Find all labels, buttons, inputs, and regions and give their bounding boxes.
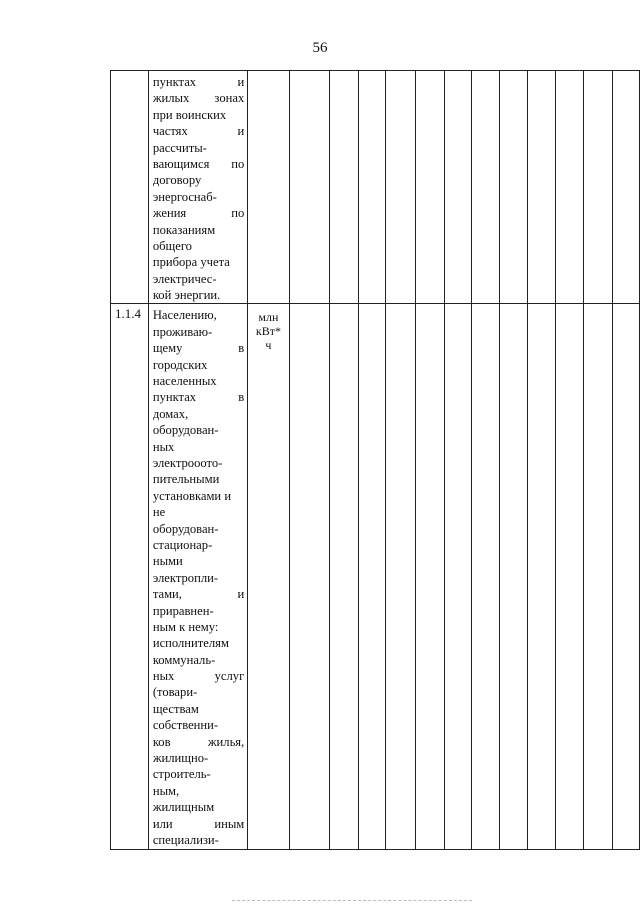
description-line: жилищным: [152, 800, 215, 815]
value-cell: [289, 71, 329, 304]
value-cell: [471, 71, 499, 304]
description-line: пунктах в: [152, 390, 245, 405]
scan-edge: [232, 900, 472, 902]
description-line: жилищно-: [152, 751, 209, 766]
value-cell: [499, 71, 527, 304]
description-line: не: [152, 505, 166, 520]
description-line: энергоснаб-: [152, 189, 217, 204]
description-line: пунктах и: [152, 75, 245, 89]
description-line: (товари-: [152, 685, 198, 700]
unit-label: кВт*: [255, 324, 281, 339]
description-line: исполнителям: [152, 636, 229, 651]
value-cell: [499, 304, 527, 850]
description-line: стационар-: [152, 537, 213, 552]
value-cell: [358, 304, 385, 850]
description-line: показаниям: [152, 222, 216, 237]
description-line: ществам: [152, 701, 199, 716]
value-cell: [613, 304, 640, 850]
value-cell: [613, 71, 640, 304]
description-cell: [148, 71, 247, 304]
data-table: [110, 70, 640, 850]
value-cell: [584, 304, 613, 850]
value-cell: [358, 71, 385, 304]
description-line: прибора учета: [152, 255, 230, 270]
value-cell: [289, 304, 329, 850]
description-line: или иным: [152, 816, 245, 831]
description-line: домах,: [152, 406, 189, 421]
value-cell: [385, 304, 416, 850]
description-line: щему в: [152, 341, 245, 356]
description-line: строитель-: [152, 767, 211, 782]
description-line: ных услуг: [152, 669, 245, 684]
description-line: установками и: [152, 488, 232, 503]
description-line: ным к нему:: [152, 619, 219, 634]
unit-cell: [248, 71, 289, 304]
description-cell: [148, 304, 247, 850]
description-line: при воинских: [152, 107, 227, 122]
value-cell: [385, 71, 416, 304]
value-cell: [584, 71, 613, 304]
description-line: жения по: [152, 206, 245, 221]
description-line: коммуналь-: [152, 652, 216, 667]
description-line: оборудован-: [152, 521, 219, 536]
value-cell: [416, 71, 445, 304]
description-line: электрооото-: [152, 455, 223, 470]
unit-cell: [248, 304, 289, 850]
page-number: 56: [312, 40, 328, 56]
description-line: частях и: [152, 124, 245, 139]
value-cell: [471, 304, 499, 850]
description-line: городских: [152, 357, 208, 372]
description-line: специализи-: [152, 832, 219, 847]
value-cell: [556, 304, 584, 850]
description-line: оборудован-: [152, 423, 219, 438]
description-line: ными: [152, 554, 183, 569]
description-line: электропли-: [152, 570, 219, 585]
description-line: жилых зонах: [152, 91, 245, 106]
value-cell: [556, 71, 584, 304]
value-cell: [416, 304, 445, 850]
table-row: [111, 304, 640, 850]
row-number-cell: [111, 71, 149, 304]
description-line: договору: [152, 173, 202, 188]
row-number-cell: 1.1.4: [111, 304, 149, 850]
description-line: ным,: [152, 783, 180, 798]
description-line: тами, и: [152, 587, 245, 602]
description-line: собственни-: [152, 718, 219, 733]
description-line: ков жилья,: [152, 734, 245, 749]
description-line: ных: [152, 439, 175, 454]
unit-label: ч: [265, 338, 272, 353]
description-line: электричес-: [152, 271, 217, 286]
description-line: общего: [152, 238, 192, 253]
value-cell: [329, 71, 358, 304]
value-cell: [445, 304, 472, 850]
description-line: проживаю-: [152, 324, 213, 339]
value-cell: [527, 304, 556, 850]
table-row: [111, 71, 640, 304]
value-cell: [445, 71, 472, 304]
value-cell: [329, 304, 358, 850]
description-line: населенных: [152, 374, 217, 389]
description-line: кой энергии.: [152, 288, 221, 303]
description-line: рассчиты-: [152, 140, 207, 155]
description-line: Населению,: [152, 308, 217, 323]
description-line: вающимся по: [152, 156, 245, 171]
value-cell: [527, 71, 556, 304]
unit-label: млн: [258, 310, 279, 325]
description-line: пительными: [152, 472, 220, 487]
description-line: приравнен-: [152, 603, 214, 618]
